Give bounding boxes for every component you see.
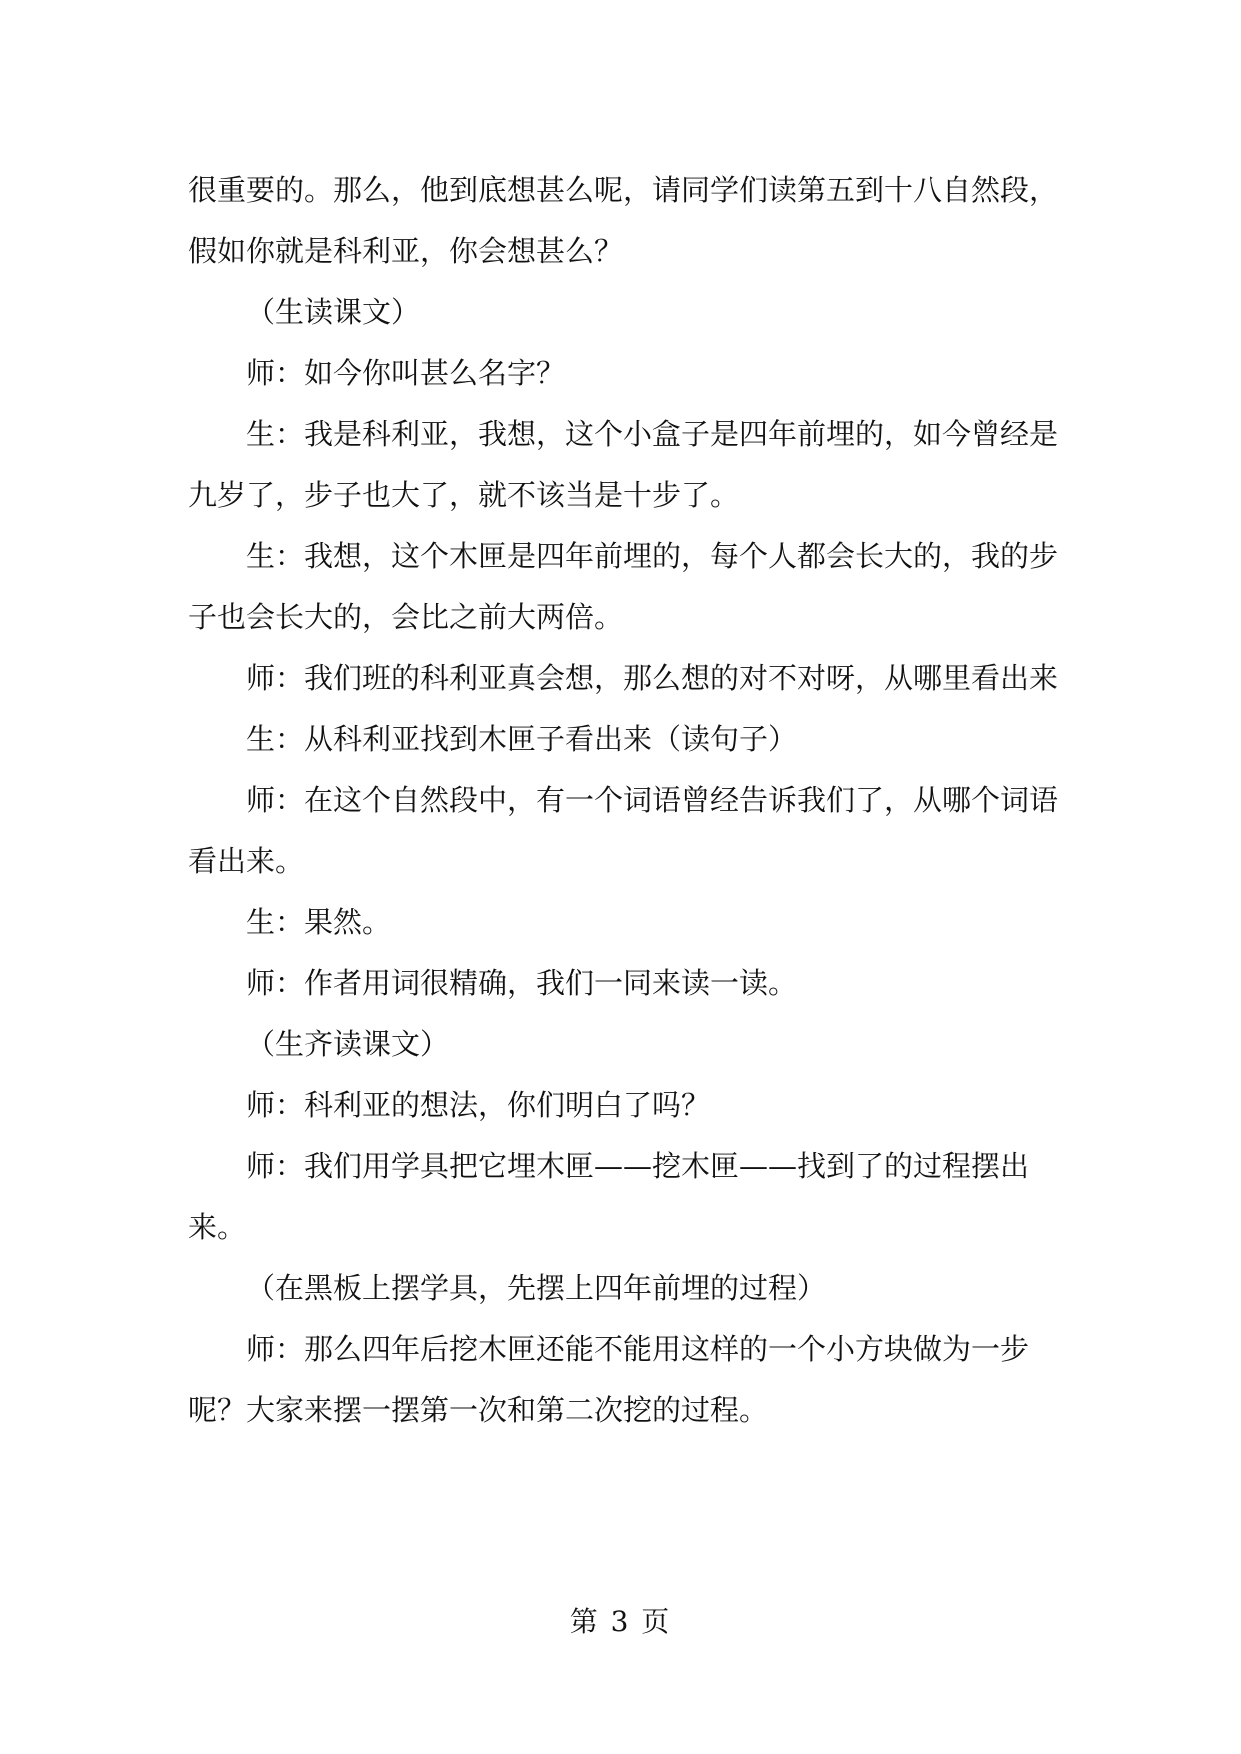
paragraph: 师：在这个自然段中，有一个词语曾经告诉我们了，从哪个词语看出来。 [188,783,1059,878]
paragraph: （生齐读课文） [246,1027,450,1061]
paragraph: 师：科利亚的想法，你们明白了吗？ [246,1088,711,1122]
paragraph: 师：我们班的科利亚真会想，那么想的对不对呀，从哪里看出来 [246,661,1059,695]
paragraph: 生：从科利亚找到木匣子看出来（读句子） [246,722,798,756]
paragraph: 师：我们用学具把它埋木匣——挖木匣——找到了的过程摆出来。 [188,1149,1030,1244]
paragraph: 师：作者用词很精确，我们一同来读一读。 [246,966,798,1000]
paragraph: 师：如今你叫甚么名字？ [246,356,566,390]
paragraph: 师：那么四年后挖木匣还能不能用这样的一个小方块做为一步呢？大家来摆一摆第一次和第二次挖的过程。 [188,1332,1030,1427]
paragraph: 很重要的。那么，他到底想甚么呢，请同学们读第五到十八自然段，假如你就是科利亚，你会想甚么？ [188,173,1059,268]
paragraph: 生：我想，这个木匣是四年前埋的，每个人都会长大的，我的步子也会长大的，会比之前大两倍。 [188,539,1059,634]
paragraph: 生：果然。 [246,905,392,939]
page-number: 第 3 页 [569,1605,672,1638]
paragraph: 生：我是科利亚，我想，这个小盒子是四年前埋的，如今曾经是九岁了，步子也大了，就不该当是十步了。 [188,417,1059,512]
paragraph: （在黑板上摆学具，先摆上四年前埋的过程） [246,1271,827,1305]
paragraph: （生读课文） [246,295,421,329]
document-body [188,160,1068,1441]
